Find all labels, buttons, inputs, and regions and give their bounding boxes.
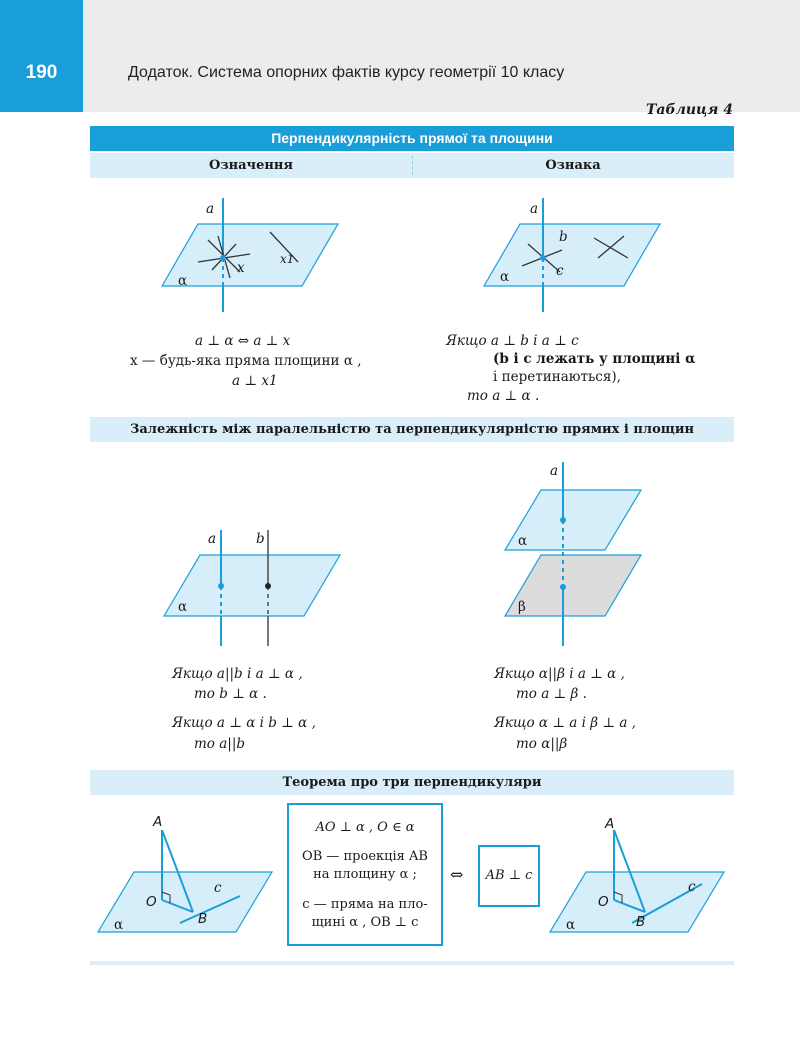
theorem-conditions-box	[287, 803, 443, 946]
label-O: O	[146, 894, 157, 910]
table-label: Таблиця 4	[645, 102, 733, 118]
label-B: B	[636, 914, 646, 930]
condition-2b: на площину α ;	[313, 867, 417, 882]
figure-parallel-planes	[505, 462, 641, 646]
label-a: a	[206, 201, 215, 217]
rule-left-1a: Якщо a||b і a ⊥ α ,	[172, 666, 303, 682]
definition-line-3: a ⊥ x1	[232, 373, 278, 389]
label-beta: β	[518, 599, 526, 615]
section2-title: Залежність між паралельністю та перпендикулярністю прямих і площин	[90, 417, 734, 442]
figure-three-perpendiculars-left	[98, 830, 272, 932]
column-sign: Ознака	[545, 158, 601, 173]
plane-alpha	[162, 224, 338, 286]
label-alpha: α	[566, 917, 576, 933]
label-x: x	[237, 260, 245, 276]
definition-line-2: x — будь-яка пряма площини α ,	[130, 353, 362, 369]
condition-3b: щині α , OB ⊥ c	[311, 915, 419, 930]
rule-left-2b: то a||b	[194, 736, 246, 752]
page-number: 190	[25, 62, 58, 83]
section1-title: Перпендикулярність прямої та площини	[90, 126, 734, 151]
label-c: c	[688, 879, 696, 895]
plane-alpha	[98, 872, 272, 932]
intersection-point	[220, 255, 226, 261]
figure-definition	[162, 198, 338, 312]
label-a: a	[530, 201, 539, 217]
intersection-point	[540, 255, 546, 261]
point-alpha	[560, 517, 566, 523]
rule-right-2a: Якщо α ⊥ a і β ⊥ a ,	[494, 715, 636, 731]
condition-2a: OB — проекція AB	[302, 849, 428, 864]
point-a	[218, 583, 224, 589]
rule-right-1a: Якщо α||β і a ⊥ α ,	[494, 666, 625, 682]
point-beta	[560, 584, 566, 590]
label-A: A	[153, 814, 163, 830]
result-text: AB ⊥ c	[485, 868, 533, 883]
point-b	[265, 583, 271, 589]
sign-line-4: то a ⊥ α .	[467, 388, 540, 404]
rule-right-2b: то α||β	[516, 736, 568, 752]
rule-right-1b: то a ⊥ β .	[516, 686, 587, 702]
condition-3a: c — пряма на пло-	[302, 897, 428, 912]
sign-line-2: (b і c лежать у площині α	[493, 351, 696, 367]
rule-left-1b: то b ⊥ α .	[194, 686, 267, 702]
label-alpha: α	[518, 533, 528, 549]
section3-title: Теорема про три перпендикуляри	[90, 770, 734, 795]
figure-parallel-lines	[164, 530, 340, 646]
label-A: A	[605, 816, 615, 832]
label-O: O	[598, 894, 609, 910]
label-alpha: α	[114, 917, 124, 933]
plane-alpha	[484, 224, 660, 286]
definition-line-1: a ⊥ α ⇔ a ⊥ x	[195, 333, 291, 349]
label-alpha: α	[500, 269, 510, 285]
label-a: a	[208, 531, 217, 547]
label-B: B	[198, 911, 208, 927]
sign-line-1: Якщо a ⊥ b і a ⊥ c	[446, 333, 579, 349]
label-b: b	[559, 229, 568, 245]
theorem-result-box	[478, 845, 540, 907]
label-alpha: α	[178, 599, 188, 615]
rule-left-2a: Якщо a ⊥ α і b ⊥ α ,	[172, 715, 316, 731]
label-c: c	[214, 880, 222, 896]
plane-alpha	[164, 555, 340, 616]
bottom-rule	[90, 961, 734, 965]
label-x1: x1	[280, 252, 295, 266]
equivalence-sign: ⇔	[450, 865, 464, 884]
label-b: b	[256, 531, 265, 547]
condition-1: AO ⊥ α , O ∈ α	[315, 820, 415, 835]
sign-line-3: і перетинаються),	[493, 369, 621, 385]
running-title: Додаток. Система опорних фактів курсу геометрії 10 класу	[128, 64, 565, 81]
figure-sign	[484, 198, 660, 312]
label-a: a	[550, 463, 559, 479]
label-c: c	[556, 263, 564, 279]
label-alpha: α	[178, 273, 188, 289]
column-definition: Означення	[209, 158, 293, 173]
